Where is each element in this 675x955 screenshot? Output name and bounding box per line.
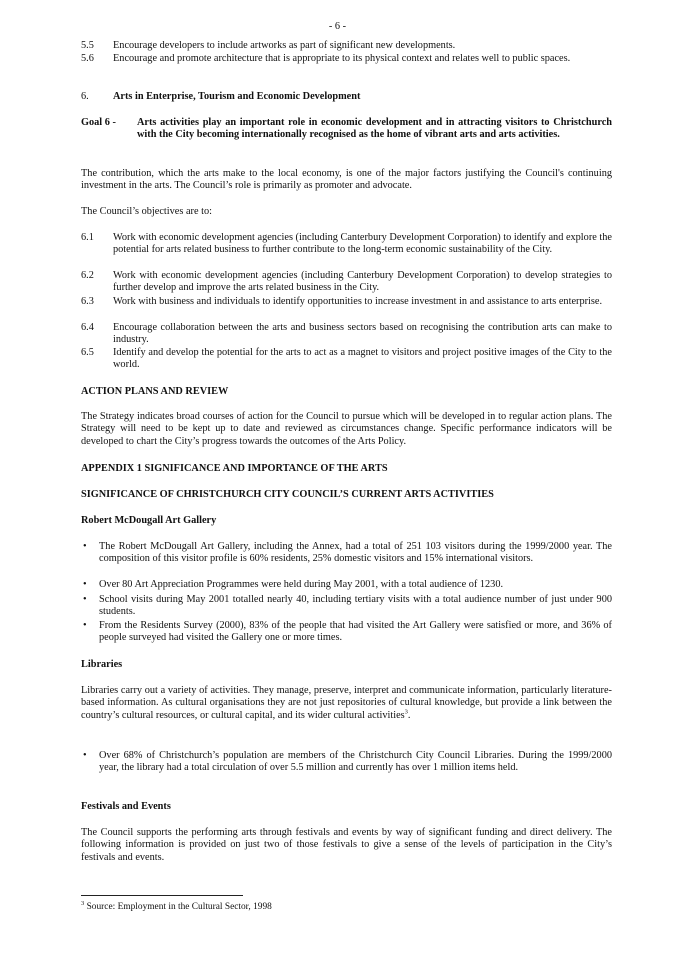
item-number: 6.1 [81,232,94,243]
bullet-text: School visits during May 2001 totalled nearly 40, including tertiary visits with a total audience number of just under 900 students. [99,594,612,618]
goal-6 [81,117,612,142]
goal-label: Goal 6 - [81,117,116,128]
bullet-icon: • [83,750,87,761]
heading-libraries: Libraries [81,659,123,670]
item-number: 6.2 [81,270,94,281]
item-text: Encourage developers to include artworks as part of significant new developments. [113,40,456,51]
item-text: Encourage and promote architecture that is appropriate to its physical context and relates well to public spaces. [113,53,571,64]
bullet-text: Over 68% of Christchurch’s population are members of the Christchurch City Council Libraries. During the 1999/2000 year, the library had a total circulation of over 5.5 million and currently has over 1 million items held. [99,750,612,774]
section-6-heading [81,91,612,103]
heading-appendix-1: APPENDIX 1 SIGNIFICANCE AND IMPORTANCE OF THE ARTS [81,463,388,474]
footnote-divider [81,895,243,896]
bullet-art-programmes [81,579,612,591]
list-item-5-6 [81,53,612,65]
paragraph-contribution: The contribution, which the arts make to the local economy, is one of the major factors justifying the Council's continuing investment in the arts. The Council’s role is primarily as promoter and advocate. [81,168,612,192]
bullet-residents-survey [81,620,612,645]
list-item-6-5 [81,347,612,372]
list-item-6-1 [81,232,612,257]
bullet-icon: • [83,620,87,631]
section-number: 6. [81,91,89,102]
item-number: 5.6 [81,53,94,64]
footnote-number: 3 [81,899,85,907]
bullet-icon: • [83,594,87,605]
bullet-text: From the Residents Survey (2000), 83% of the people that had visited the Art Gallery were satisfied or more, and 36% of people surveyed had visited the Gallery one or more times. [99,620,612,644]
bullet-icon: • [83,579,87,590]
footnote-text: Source: Employment in the Cultural Sector, 1998 [84,902,272,912]
footnote-ref: 3 [404,708,408,716]
item-text: Work with business and individuals to identify opportunities to increase investment in and assistance to arts enterprise. [113,296,603,307]
footnote [81,901,272,913]
heading-art-gallery: Robert McDougall Art Gallery [81,515,217,526]
libraries-text: Libraries carry out a variety of activities. They manage, preserve, interpret and communicate information, particularly literature-based information. As cultural organisations they are not just repositories of cultural knowledge, but provide a link between the country’s cultural resources, or cultural capital, and its wider cultural activities [81,685,612,721]
item-text: Work with economic development agencies (including Canterbury Development Corporation) to identify and explore the potential for arts related business to further contribute to the long-term economic sustainability of the City. [113,232,612,256]
item-text: Work with economic development agencies (including Canterbury Development Corporation) to develop strategies to further develop and improve the arts related business in the City. [113,270,612,294]
item-number: 6.5 [81,347,94,358]
paragraph-objectives: The Council’s objectives are to: [81,206,212,217]
list-item-6-3 [81,296,612,308]
paragraph-action-plans: The Strategy indicates broad courses of action for the Council to pursue which will be developed in to regular action plans. The Strategy will need to be kept up to date and reviewed as circumstances change. Specific performance indicators will be developed to chart the City’s progress towards the outcomes of the Arts Policy. [81,411,612,447]
bullet-gallery-visitors [81,541,612,566]
paragraph-festivals: The Council supports the performing arts through festivals and events by way of significant funding and direct delivery. The following information is provided on just two of those festivals to give a sense of the levels of participation in the City’s festivals and events. [81,827,612,863]
section-title: Arts in Enterprise, Tourism and Economic Development [113,91,361,102]
bullet-school-visits [81,594,612,619]
item-number: 6.3 [81,296,94,307]
item-text: Identify and develop the potential for the arts to act as a magnet to visitors and project positive images of the City to the world. [113,347,612,371]
list-item-6-4 [81,322,612,347]
bullet-text: The Robert McDougall Art Gallery, including the Annex, had a total of 251 103 visitors during the 1999/2000 year. The composition of this visitor profile is 60% residents, 25% domestic visitors and 15% international visitors. [99,541,612,565]
heading-action-plans: ACTION PLANS AND REVIEW [81,386,229,397]
bullet-icon: • [83,541,87,552]
goal-text: Arts activities play an important role in economic development and in attracting visitors to Christchurch with the City becoming internationally recognised as the home of vibrant arts and arts activities. [137,117,612,141]
paragraph-libraries: Libraries carry out a variety of activities. They manage, preserve, interpret and communicate information, particularly literature-based information. As cultural organisations they are not just repositories of cultural knowledge, but provide a link between the country’s cultural resources, or cultural capital, and its wider cultural activities$^3$. [81,685,612,721]
bullet-text: Over 80 Art Appreciation Programmes were held during May 2001, with a total audience of 1230. [99,579,504,590]
item-text: Encourage collaboration between the arts and business sectors based on recognising the contribution arts can make to industry. [113,322,612,346]
item-number: 5.5 [81,40,94,51]
list-item-6-2 [81,270,612,295]
heading-festivals: Festivals and Events [81,801,171,812]
bullet-libraries-membership [81,750,612,775]
heading-significance: SIGNIFICANCE OF CHRISTCHURCH CITY COUNCIL’S CURRENT ARTS ACTIVITIES [81,489,494,500]
list-item-5-5 [81,40,612,52]
item-number: 6.4 [81,322,94,333]
page-number: - 6 - [328,21,347,32]
